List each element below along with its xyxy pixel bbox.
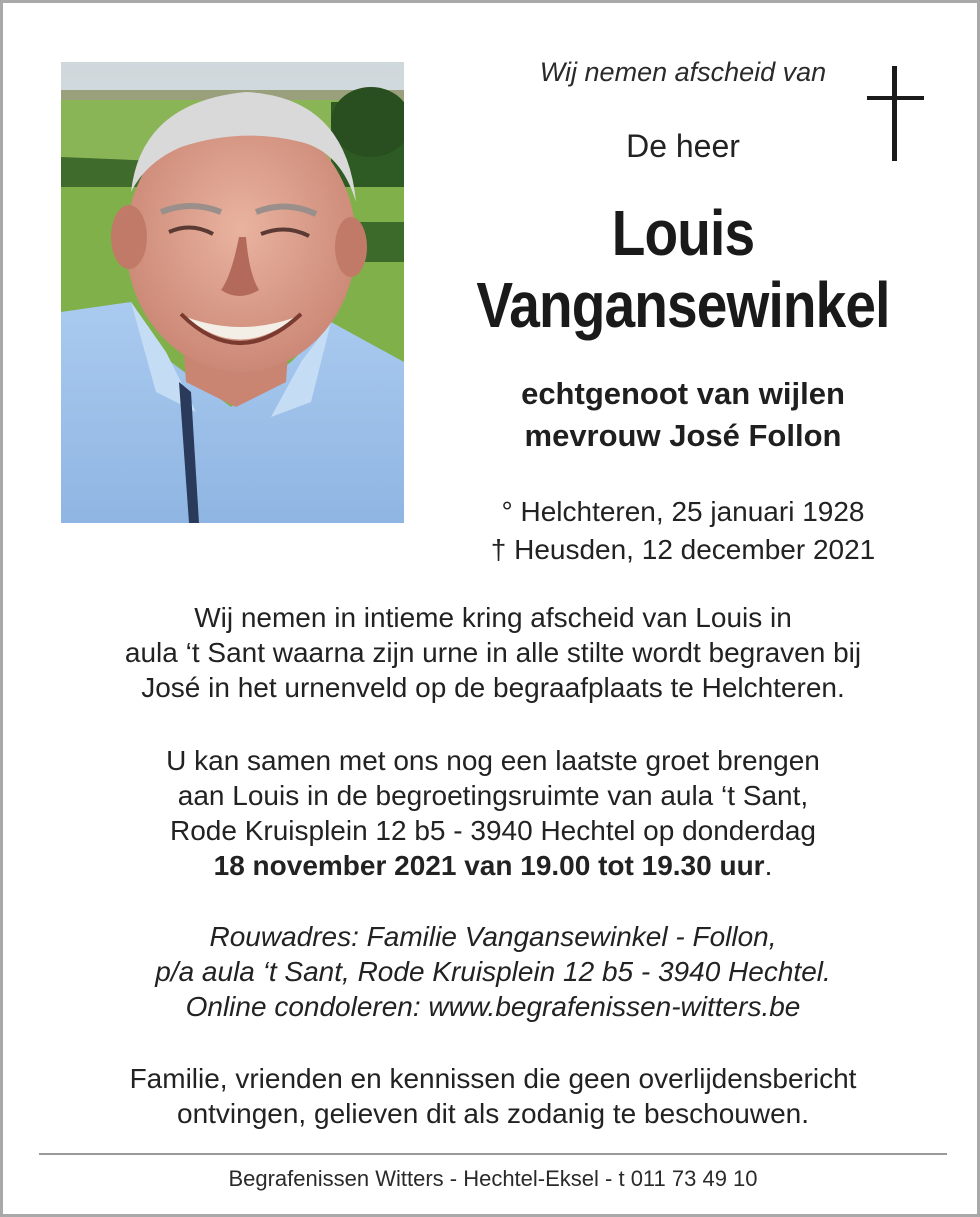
- visit-line-end: .: [764, 850, 773, 881]
- life-dates: [433, 493, 933, 569]
- footer-text: Begrafenissen Witters - Hechtel-Eksel - t 011 73 49 10: [228, 1166, 758, 1191]
- condolence-link[interactable]: Online condoleren: www.begrafenissen-witters.be: [185, 991, 801, 1022]
- death-date: † Heusden, 12 december 2021: [490, 534, 876, 565]
- ceremony-paragraph: [33, 600, 953, 705]
- ceremony-line-1: Wij nemen in intieme kring afscheid van Louis in: [194, 602, 792, 633]
- spouse-line-1: echtgenoot van wijlen: [521, 376, 845, 411]
- notice-paragraph: [33, 1061, 953, 1131]
- visit-line-3: Rode Kruisplein 12 b5 - 3940 Hechtel op donderdag: [169, 815, 816, 846]
- intro-text: Wij nemen afscheid van: [539, 57, 827, 87]
- deceased-name: [468, 197, 898, 341]
- ceremony-line-3: José in het urnenveld op de begraafplaats te Helchteren.: [141, 672, 845, 703]
- portrait-photo: [61, 62, 404, 523]
- address-paragraph: [33, 919, 953, 1024]
- spouse-line-2: mevrouw José Follon: [524, 418, 842, 453]
- honorific: De heer: [626, 128, 740, 164]
- spouse-info: [433, 373, 933, 457]
- visit-paragraph: [33, 743, 953, 883]
- footer-divider: [39, 1153, 947, 1155]
- notice-line-2: ontvingen, gelieven dit als zodanig te beschouwen.: [177, 1098, 809, 1129]
- visit-line-1: U kan samen met ons nog een laatste groet brengen: [166, 745, 820, 776]
- visit-datetime: 18 november 2021 van 19.00 tot 19.30 uur: [213, 850, 765, 881]
- address-line-1: Rouwadres: Familie Vangansewinkel - Follon,: [209, 921, 777, 952]
- address-line-2: p/a aula ‘t Sant, Rode Kruisplein 12 b5 - 3940 Hechtel.: [155, 956, 831, 987]
- birth-date: ° Helchteren, 25 januari 1928: [501, 496, 865, 527]
- visit-line-2: aan Louis in de begroetingsruimte van aula ‘t Sant,: [177, 780, 809, 811]
- ceremony-line-2: aula ‘t Sant waarna zijn urne in alle stilte wordt begraven bij: [124, 637, 862, 668]
- notice-line-1: Familie, vrienden en kennissen die geen overlijdensbericht: [129, 1063, 857, 1094]
- last-name: Vangansewinkel: [476, 269, 890, 341]
- visit-line-4: [33, 848, 953, 883]
- first-name: Louis: [611, 197, 755, 269]
